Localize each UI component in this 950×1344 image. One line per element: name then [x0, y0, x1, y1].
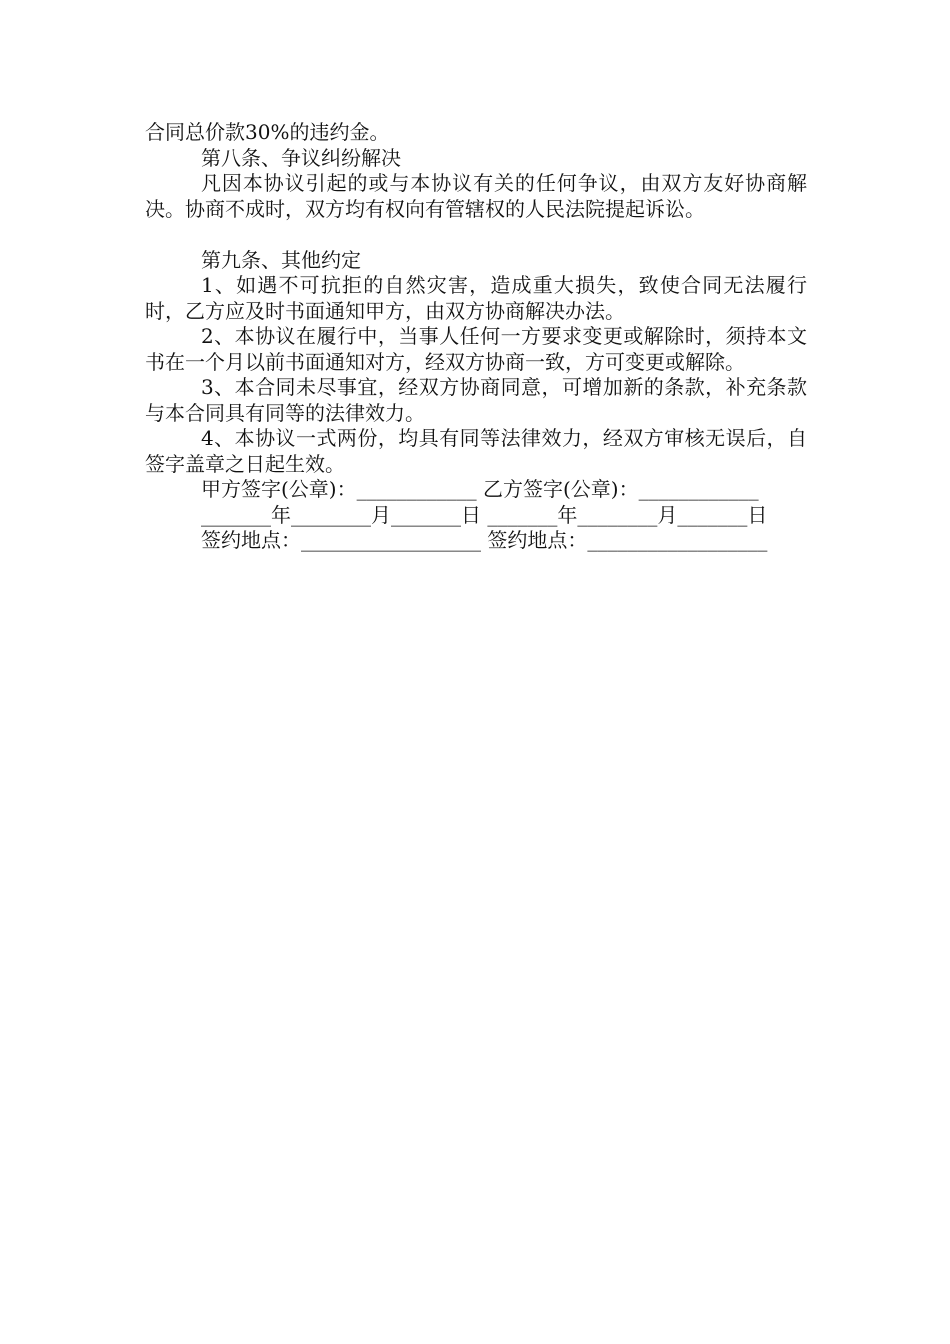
signature-line: 甲方签字(公章)：____________ 乙方签字(公章)：____________ [201, 477, 759, 501]
article-8-heading: 第八条、争议纠纷解决 [201, 145, 401, 170]
document-body [145, 120, 807, 554]
signing-location-line: 签约地点：__________________ 签约地点：__________________ [201, 528, 768, 552]
article-9-item-4: 4、本协议一式两份，均具有同等法律效力，经双方审核无误后，自签字盖章之日起生效。 [145, 426, 807, 476]
article-8-body: 凡因本协议引起的或与本协议有关的任何争议，由双方友好协商解决。协商不成时，双方均有权向有管辖权的人民法院提起诉讼。 [145, 171, 807, 221]
blank-line [145, 222, 807, 248]
date-line: _______年________月_______日 _______年________月_______日 [201, 502, 768, 527]
article-9-heading: 第九条、其他约定 [201, 247, 361, 272]
paragraph-penalty-end: 合同总价款30%的违约金。 [145, 120, 390, 144]
article-9-item-3: 3、本合同未尽事宜，经双方协商同意，可增加新的条款，补充条款与本合同具有同等的法律效力。 [145, 375, 807, 425]
article-9-item-1: 1、如遇不可抗拒的自然灾害，造成重大损失，致使合同无法履行时，乙方应及时书面通知甲方，由双方协商解决办法。 [145, 273, 807, 323]
article-9-item-2: 2、本协议在履行中，当事人任何一方要求变更或解除时，须持本文书在一个月以前书面通知对方，经双方协商一致，方可变更或解除。 [145, 324, 807, 374]
